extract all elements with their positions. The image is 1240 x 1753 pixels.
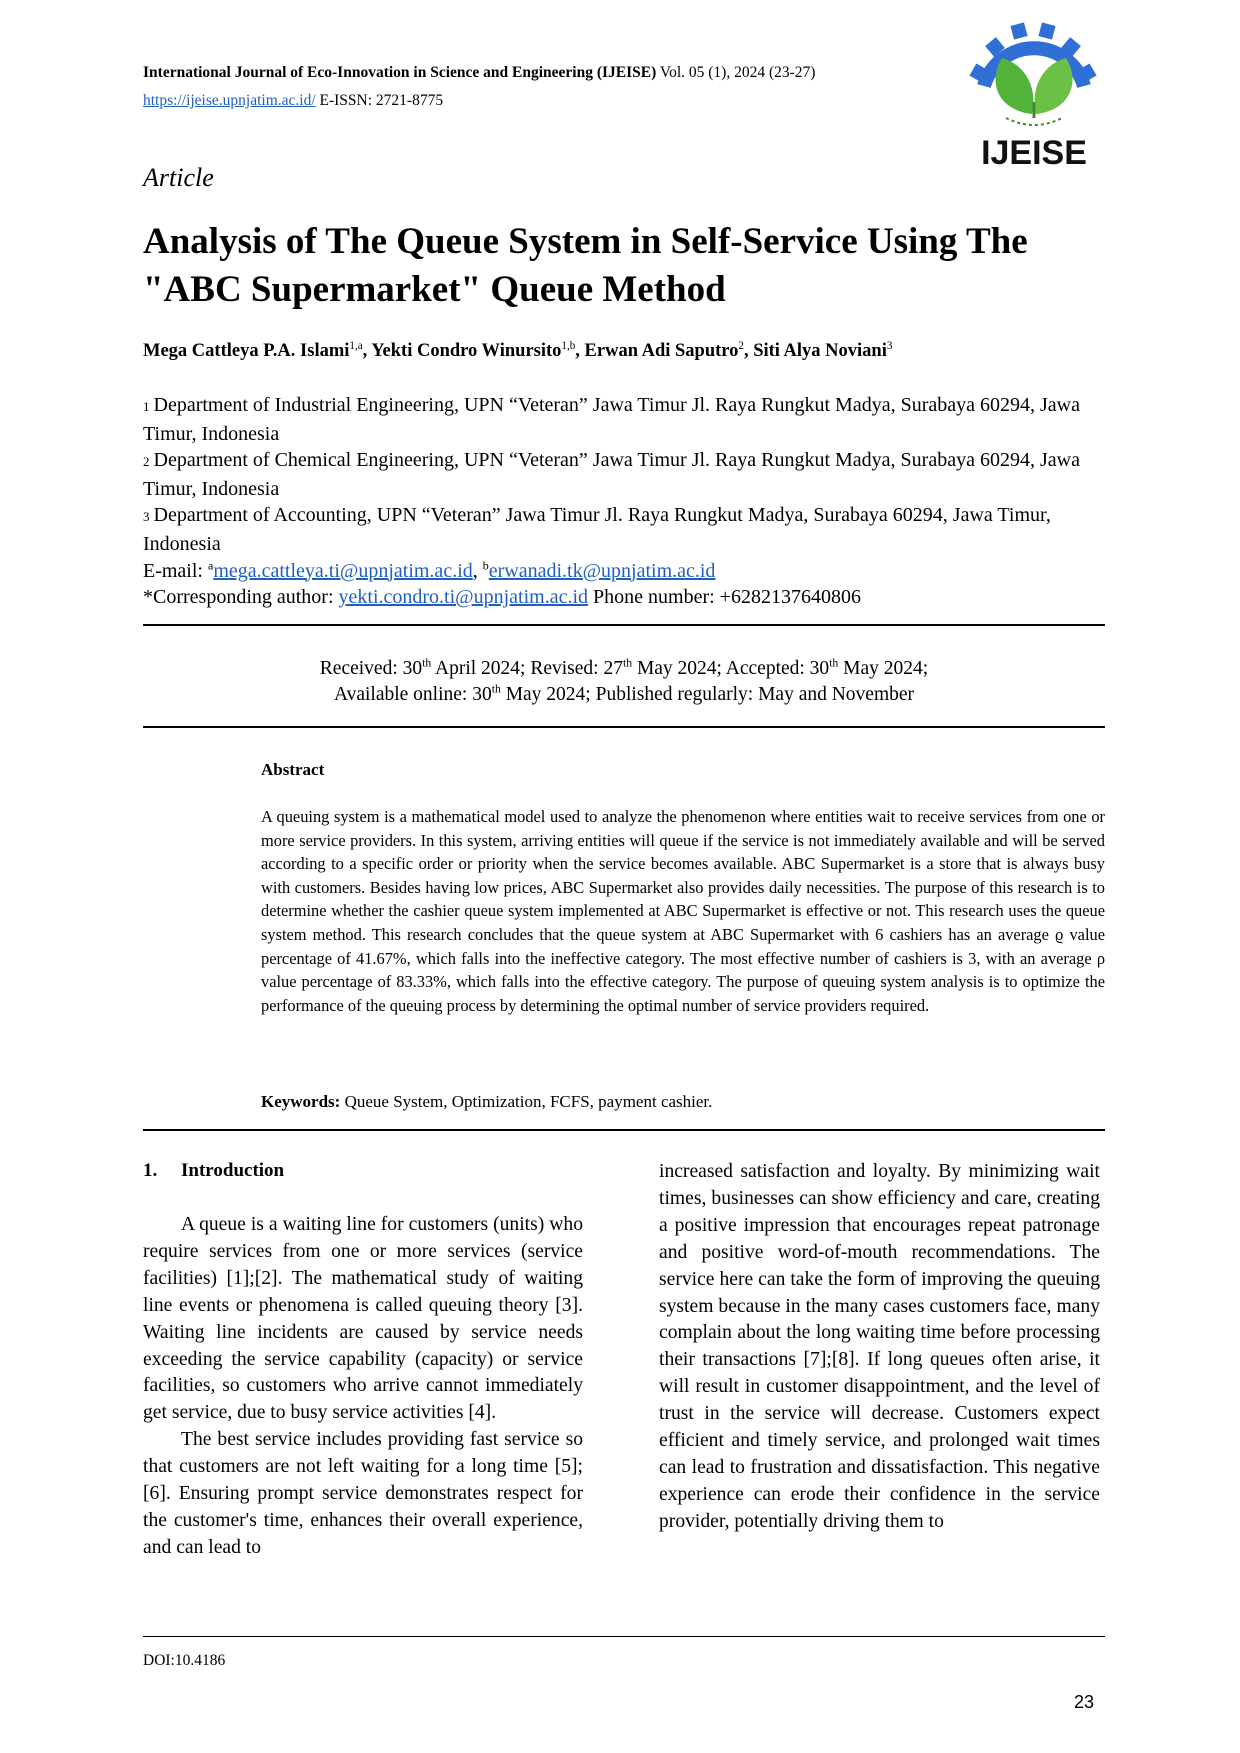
affiliation-item	[143, 502, 1103, 557]
ordinal-suffix: th	[829, 656, 839, 670]
journal-issn: E-ISSN: 2721-8775	[315, 92, 444, 109]
journal-name: International Journal of Eco-Innovation in Science and Engineering (IJEISE)	[143, 64, 657, 81]
revised-date: April 2024; Revised: 27	[431, 658, 623, 679]
journal-issue: Vol. 05 (1), 2024 (23-27)	[656, 64, 816, 81]
publication-dates	[143, 656, 1105, 708]
keywords-list: Queue System, Optimization, FCFS, payment cashier.	[340, 1092, 713, 1111]
email-marker: b	[482, 557, 489, 572]
author-list	[143, 341, 892, 362]
affiliation-number: 3	[143, 509, 150, 525]
ordinal-suffix: th	[622, 656, 633, 670]
journal-url-link[interactable]: https://ijeise.upnjatim.ac.id/	[143, 92, 316, 109]
dates-line-2	[143, 682, 1105, 708]
body-paragraph: The best service includes providing fast service so that customers are not left waiting for a long time [5];[6]. Ensuring prompt service demonstrates respect for the customer's time, enhances their overall experience, and can lead to	[143, 1429, 583, 1558]
dates-tail: May 2024;	[838, 658, 929, 679]
published-regularly: May 2024; Published regularly: May and November	[500, 684, 915, 705]
body-paragraph: increased satisfaction and loyalty. By minimizing wait times, businesses can show efficiency and care, creating a positive impression that encourages repeat patronage and positive word-of-mouth recommendations. The service here can take the form of improving the queuing system because in the many cases customers face, many complain about the long waiting time before processing their transactions [7];[8]. If long queues often arise, it will result in customer disappointment, and the level of trust in the service will decrease. Customers expect efficient and timely service, and prolonged wait times can lead to frustration and dissatisfaction. This negative experience can erode their confidence in the service provider, potentially driving them to	[659, 1161, 1100, 1532]
affiliation-number: 1	[143, 399, 150, 414]
email-link[interactable]: mega.cattleya.ti@upnjatim.ac.id	[213, 559, 473, 582]
affiliation-text: Department of Chemical Engineering, UPN “Veteran” Jawa Timur Jl. Raya Rungkut Madya, Surabaya 60294, Jawa Timur, Indonesia	[143, 449, 1080, 500]
divider	[143, 726, 1105, 728]
affiliation-number: 2	[143, 454, 150, 470]
body-paragraph: A queue is a waiting line for customers (units) who require services from one or more services (service facilities) [1];[2]. The mathematical study of waiting line events or phenomena is called queuing theory [3]. Waiting line incidents are caused by service needs exceeding the service capability (capacity) or service facilities, so customers who arrive cannot immediately get service, due to busy service activities [4].	[143, 1214, 583, 1424]
page-number: 23	[1074, 1692, 1095, 1712]
author-affiliation-marker: 1,a	[349, 339, 363, 352]
author-name: Siti Alya Noviani	[753, 341, 887, 361]
email-link[interactable]: erwanadi.tk@upnjatim.ac.id	[488, 559, 716, 582]
author-separator: ,	[362, 341, 372, 361]
dates-line-1	[143, 656, 1105, 682]
affiliation-item	[143, 447, 1103, 502]
right-column	[659, 1159, 1100, 1536]
author-name: Mega Cattleya P.A. Islami	[143, 341, 350, 361]
divider	[143, 624, 1105, 626]
affiliation-item	[143, 392, 1103, 447]
keywords-label: Keywords:	[261, 1092, 341, 1111]
corresponding-label: *Corresponding author:	[143, 586, 339, 609]
author-name: Erwan Adi Saputro	[584, 341, 739, 361]
affiliation-text: Department of Industrial Engineering, UPN “Veteran” Jawa Timur Jl. Raya Rungkut Madya, Surabaya 60294, Jawa Timur, Indonesia	[143, 394, 1080, 445]
section-heading	[143, 1160, 284, 1182]
author-separator: ,	[575, 341, 585, 361]
leaf-icon	[995, 58, 1072, 125]
ijeise-logo	[944, 6, 1124, 176]
email-line	[143, 558, 1103, 585]
author-affiliation-marker: 3	[886, 339, 893, 352]
logo-text: IJEISE	[981, 134, 1087, 172]
article-type-label: Article	[143, 163, 214, 192]
section-number: 1.	[143, 1160, 158, 1181]
author-affiliation-marker: 1,b	[561, 339, 576, 352]
online-date: Available online: 30	[333, 684, 492, 705]
affiliation-text: Department of Accounting, UPN “Veteran” Jawa Timur Jl. Raya Rungkut Madya, Surabaya 60294, Jawa Timur, Indonesia	[143, 504, 1051, 555]
left-column	[143, 1212, 583, 1562]
abstract-text: A queuing system is a mathematical model used to analyze the phenomenon where entities wait to receive services from one or more service providers. In this system, arriving entities will queue if the service is not immediately available and will be served according to a specific order or priority when the service becomes available. ABC Supermarket is a store that is always busy with customers. Besides having low prices, ABC Supermarket also provides daily necessities. The purpose of this research is to determine whether the cashier queue system implemented at ABC Supermarket is effective or not. This research uses the queue system method. This research concludes that the queue system at ABC Supermarket with 6 cashiers has an average ϱ value percentage of 41.67%, which falls into the ineffective category. The most effective number of cashiers is 3, with an average ρ value percentage of 83.33%, which falls into the effective category. The purpose of queuing system analysis is to optimize the performance of the queuing process by determining the optimal number of service providers required.	[261, 807, 1105, 1015]
email-separator: ,	[472, 559, 483, 582]
section-title: Introduction	[181, 1160, 285, 1181]
phone-number: Phone number: +6282137640806	[588, 586, 861, 609]
paper-title: Analysis of The Queue System in Self-Service Using The "ABC Supermarket" Queue Method	[143, 221, 1028, 310]
email-label: E-mail:	[143, 559, 208, 582]
ordinal-suffix: th	[491, 682, 501, 696]
affiliations-block	[143, 392, 1103, 611]
corresponding-author-line	[143, 584, 1103, 611]
author-separator: ,	[743, 341, 754, 361]
abstract-heading: Abstract	[261, 760, 325, 779]
corresponding-email-link[interactable]: yekti.condro.ti@upnjatim.ac.id	[338, 586, 589, 609]
author-affiliation-marker: 2	[738, 339, 744, 352]
doi: DOI:10.4186	[143, 1652, 226, 1669]
email-marker: a	[207, 557, 214, 572]
ordinal-suffix: th	[422, 656, 432, 670]
keywords-line	[261, 1092, 712, 1112]
author-name: Yekti Condro Winursito	[371, 341, 562, 361]
journal-url-line	[143, 92, 443, 110]
accepted-date: May 2024; Accepted: 30	[632, 658, 830, 679]
footer-divider	[143, 1636, 1105, 1637]
gear-icon	[969, 22, 1096, 86]
divider	[143, 1129, 1105, 1131]
received-date: Received: 30	[319, 658, 423, 679]
journal-header	[143, 64, 815, 82]
